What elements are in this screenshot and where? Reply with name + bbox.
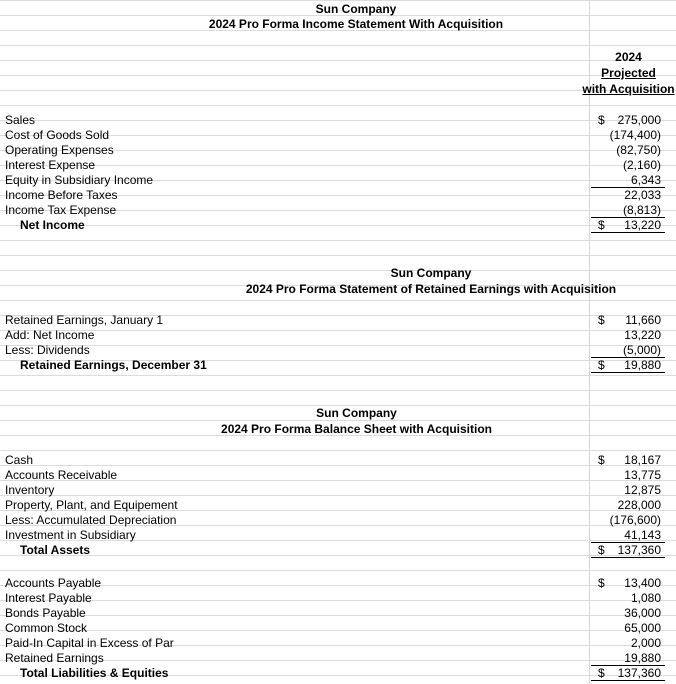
row-value: 13,400 [624,576,661,590]
row-label: Retained Earnings, January 1 [5,313,164,327]
currency-symbol: $ [598,218,605,232]
row-label: Inventory [5,483,55,497]
net-income-value: 13,220 [624,218,661,232]
row-value: 12,875 [624,483,661,497]
row-value: (176,600) [609,513,661,527]
currency-symbol: $ [598,313,605,327]
column-header-projected: Projected [601,66,656,80]
row-label: Accounts Payable [5,576,102,590]
row-label: Less: Dividends [5,343,90,357]
row-label: Income Tax Expense [5,203,117,217]
row-label: Retained Earnings [5,651,104,665]
currency-symbol: $ [598,576,605,590]
balance-sheet-title: 2024 Pro Forma Balance Sheet with Acquisition [221,422,492,436]
currency-symbol: $ [598,666,605,680]
currency-symbol: $ [598,113,605,127]
row-label: Interest Expense [5,158,96,172]
row-value: 6,343 [630,173,661,187]
currency-symbol: $ [598,358,605,372]
total-double-underline [591,557,665,558]
row-value: (8,813) [622,203,661,217]
row-value: (82,750) [616,143,661,157]
row-value: 19,880 [624,651,661,665]
row-value: 65,000 [624,621,661,635]
currency-symbol: $ [598,543,605,557]
row-label: Add: Net Income [5,328,95,342]
income-statement-company: Sun Company [315,2,397,16]
row-label: Bonds Payable [5,606,86,620]
row-label: Common Stock [5,621,88,635]
row-label: Operating Expenses [5,143,114,157]
total-double-underline [591,372,665,373]
row-label: Sales [5,113,36,127]
currency-symbol: $ [598,453,605,467]
row-label: Paid-In Capital in Excess of Par [5,636,174,650]
retained-earnings-title: 2024 Pro Forma Statement of Retained Earnings with Acquisition [245,282,617,296]
column-header-with-acquisition: with Acquisition [582,82,675,96]
column-header-year: 2024 [615,50,642,64]
retained-earnings-dec-value: 19,880 [624,358,661,372]
total-liabilities-equities-label: Total Liabilities & Equities [20,666,169,680]
retained-earnings-company: Sun Company [390,266,472,280]
balance-sheet-company: Sun Company [316,406,397,420]
row-label: Property, Plant, and Equipement [5,498,178,512]
row-label: Equity in Subsidiary Income [5,173,154,187]
row-value: 13,220 [624,328,661,342]
row-label: Less: Accumulated Depreciation [5,513,177,527]
row-value: 41,143 [624,528,661,542]
row-label: Income Before Taxes [5,188,118,202]
row-value: 36,000 [624,606,661,620]
row-value: (174,400) [609,128,661,142]
row-label: Investment in Subsidiary [5,528,136,542]
net-income-label: Net Income [20,218,85,232]
row-value: 11,660 [625,313,661,327]
row-label: Cash [5,453,34,467]
row-value: 275,000 [617,113,661,127]
row-label: Accounts Receivable [5,468,118,482]
row-label: Interest Payable [5,591,92,605]
retained-earnings-dec-label: Retained Earnings, December 31 [20,358,207,372]
row-value: 22,033 [624,188,661,202]
row-value: 2,000 [630,636,661,650]
total-assets-label: Total Assets [20,543,91,557]
total-double-underline [591,232,665,233]
row-value: 18,167 [624,453,661,467]
row-label: Cost of Goods Sold [5,128,110,142]
row-value: 228,000 [617,498,661,512]
total-assets-value: 137,360 [617,543,661,557]
row-value: (5,000) [622,343,661,357]
total-liabilities-equities-value: 137,360 [617,666,661,680]
row-value: (2,160) [622,158,661,172]
income-statement-title: 2024 Pro Forma Income Statement With Acquisition [208,17,504,31]
total-double-underline [591,680,665,681]
row-value: 13,775 [624,468,661,482]
row-value: 1,080 [630,591,661,605]
